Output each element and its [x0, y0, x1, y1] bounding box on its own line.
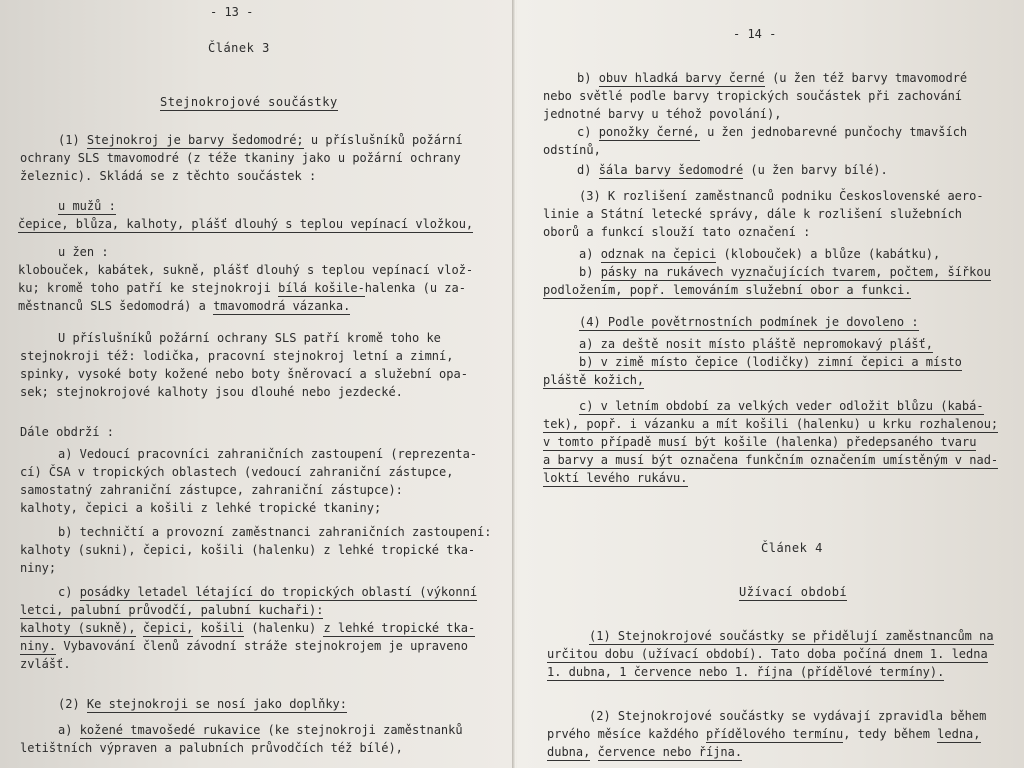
item-b-line: jednotné barvy u téhož povolání), [543, 107, 782, 121]
weather-c-line: loktí levého rukávu. [543, 471, 688, 485]
paragraph-3-line: oborů a funkcí slouží tato označení : [543, 225, 811, 239]
weather-b-line: b) v zimě místo čepice (lodičky) zimní čepici a místo [579, 355, 962, 369]
weather-c-line: c) v letním období za velkých veder odložit blůzu (kabá- [579, 399, 984, 413]
women-items-line: ku; kromě toho patří ke stejnokroji bílá košile-halenka (u za- [18, 281, 466, 295]
usage-1-line: určitou dobu (užívací období). Tato doba počíná dnem 1. ledna [547, 647, 988, 661]
men-label: u mužů : [58, 199, 116, 213]
paragraph-4-line: (4) Podle povětrnostních podmínek je dovoleno : [579, 315, 919, 329]
marking-b-line: b) pásky na rukávech vyznačujících tvarem, počtem, šířkou [579, 265, 991, 279]
right-page [517, 0, 1024, 768]
item-b-line: b) techničtí a provozní zaměstnanci zahraničních zastoupení: [58, 525, 492, 539]
weather-c-line: v tomto případě musí být košile (halenka) předepsaného tvaru [543, 435, 977, 449]
item-a-line: a) Vedoucí pracovníci zahraničních zastoupení (reprezenta- [58, 447, 478, 461]
item-b-line: niny; [20, 561, 57, 575]
paragraph-3-line: linie a Státní letecké správy, dále k rozlišení služebních [543, 207, 963, 221]
women-label: u žen : [58, 245, 109, 259]
item-a-line: kalhoty, čepici a košili z lehké tropické tkaniny; [20, 501, 382, 515]
item-b-line: b) obuv hladká barvy černé (u žen též barvy tmavomodré [577, 71, 968, 85]
paragraph-3a-line: a) kožené tmavošedé rukavice (ke stejnokroji zaměstnanků [58, 723, 463, 737]
item-c-line: zvlášť. [20, 657, 71, 671]
dale-obdrzi: Dále obdrží : [20, 425, 114, 439]
item-c-line: letci, palubní průvodčí, palubní kuchaři): [20, 603, 324, 617]
item-b-line: nebo světlé podle barvy tropických součástek při zachování [543, 89, 963, 103]
men-items: čepice, blůza, kalhoty, plášť dlouhý s teplou vepínací vložkou, [18, 217, 474, 231]
item-b-line: kalhoty (sukni), čepici, košili (halenku) z lehké tropické tka- [20, 543, 476, 557]
page-number: - 13 - [210, 5, 254, 19]
usage-2-line: prvého měsíce každého přídělového termínu, tedy během ledna, [547, 727, 981, 741]
article-title: Článek 3 [208, 41, 270, 55]
paragraph-2-line: U příslušníků požární ochrany SLS patří kromě toho ke [58, 331, 441, 345]
marking-b-line: podložením, popř. lemováním služební obor a funkci. [543, 283, 912, 297]
paragraph-2-line: sek; stejnokrojové kalhoty jsou dlouhé nebo jezdecké. [20, 385, 403, 399]
section-title: Stejnokrojové součástky [160, 95, 338, 109]
article-title: Článek 4 [761, 541, 823, 555]
weather-c-line: a barvy a musí být označena funkčním označením umístěným v nad- [543, 453, 999, 467]
paragraph-3-line: (3) K rozlišení zaměstnanců podniku Československé aero- [579, 189, 984, 203]
usage-1-line: (1) Stejnokrojové součástky se přidělují zaměstnancům na [589, 629, 994, 643]
item-c-line: c) posádky letadel létající do tropických oblastí (výkonní [58, 585, 478, 599]
usage-2-line: dubna, července nebo října. [547, 745, 743, 759]
weather-c-line: tek), popř. i vázanku a mít košili (halenku) u krku rozhalenou; [543, 417, 999, 431]
item-a-line: samostatný zahraniční zástupce, zahraniční zástupce): [20, 483, 403, 497]
paragraph-1-line: ochrany SLS tmavomodré (z téže tkaniny jako u požární ochrany [20, 151, 461, 165]
section-title: Užívací období [739, 585, 848, 599]
item-c-line: kalhoty (sukně), čepici, košili (halenku) z lehké tropické tka- [20, 621, 476, 635]
paragraph-1-line: železnic). Skládá se z těchto součástek : [20, 169, 317, 183]
item-c-line: odstínů, [543, 143, 601, 157]
marking-a-line: a) odznak na čepici (klobouček) a blůze (kabátku), [579, 247, 941, 261]
women-items-line: klobouček, kabátek, sukně, plášť dlouhý s teplou vepínací vlož- [18, 263, 474, 277]
weather-b-line: pláště kožich, [543, 373, 645, 387]
item-a-line: cí) ČSA v tropických oblastech (vedoucí zahraniční zástupce, [20, 465, 454, 479]
page-number: - 14 - [733, 27, 777, 41]
item-d-line: d) šála barvy šedomodré (u žen barvy bílé). [577, 163, 888, 177]
women-items-line: městnanců SLS šedomodrá) a tmavomodrá vázanka. [18, 299, 351, 313]
usage-1-line: 1. dubna, 1 července nebo 1. října (přídělové termíny). [547, 665, 945, 679]
paragraph-2-line: spinky, vysoké boty kožené nebo boty šněrovací a služební opa- [20, 367, 468, 381]
weather-a-line: a) za deště nosit místo pláště nepromokavý plášť, [579, 337, 934, 351]
paragraph-3-line: (2) Ke stejnokroji se nosí jako doplňky: [58, 697, 347, 711]
item-c-line: c) ponožky černé, u žen jednobarevné punčochy tmavších [577, 125, 968, 139]
paragraph-1-line: (1) Stejnokroj je barvy šedomodré; u příslušníků požární [58, 133, 463, 147]
item-c-line: niny. Vybavování členů závodní stráže stejnokrojem je upraveno [20, 639, 468, 653]
paragraph-3a-line: letištních výpraven a palubních průvodčích též bílé), [20, 741, 403, 755]
usage-2-line: (2) Stejnokrojové součástky se vydávají zpravidla během [589, 709, 987, 723]
paragraph-2-line: stejnokroji též: lodička, pracovní stejnokroj letní a zimní, [20, 349, 454, 363]
